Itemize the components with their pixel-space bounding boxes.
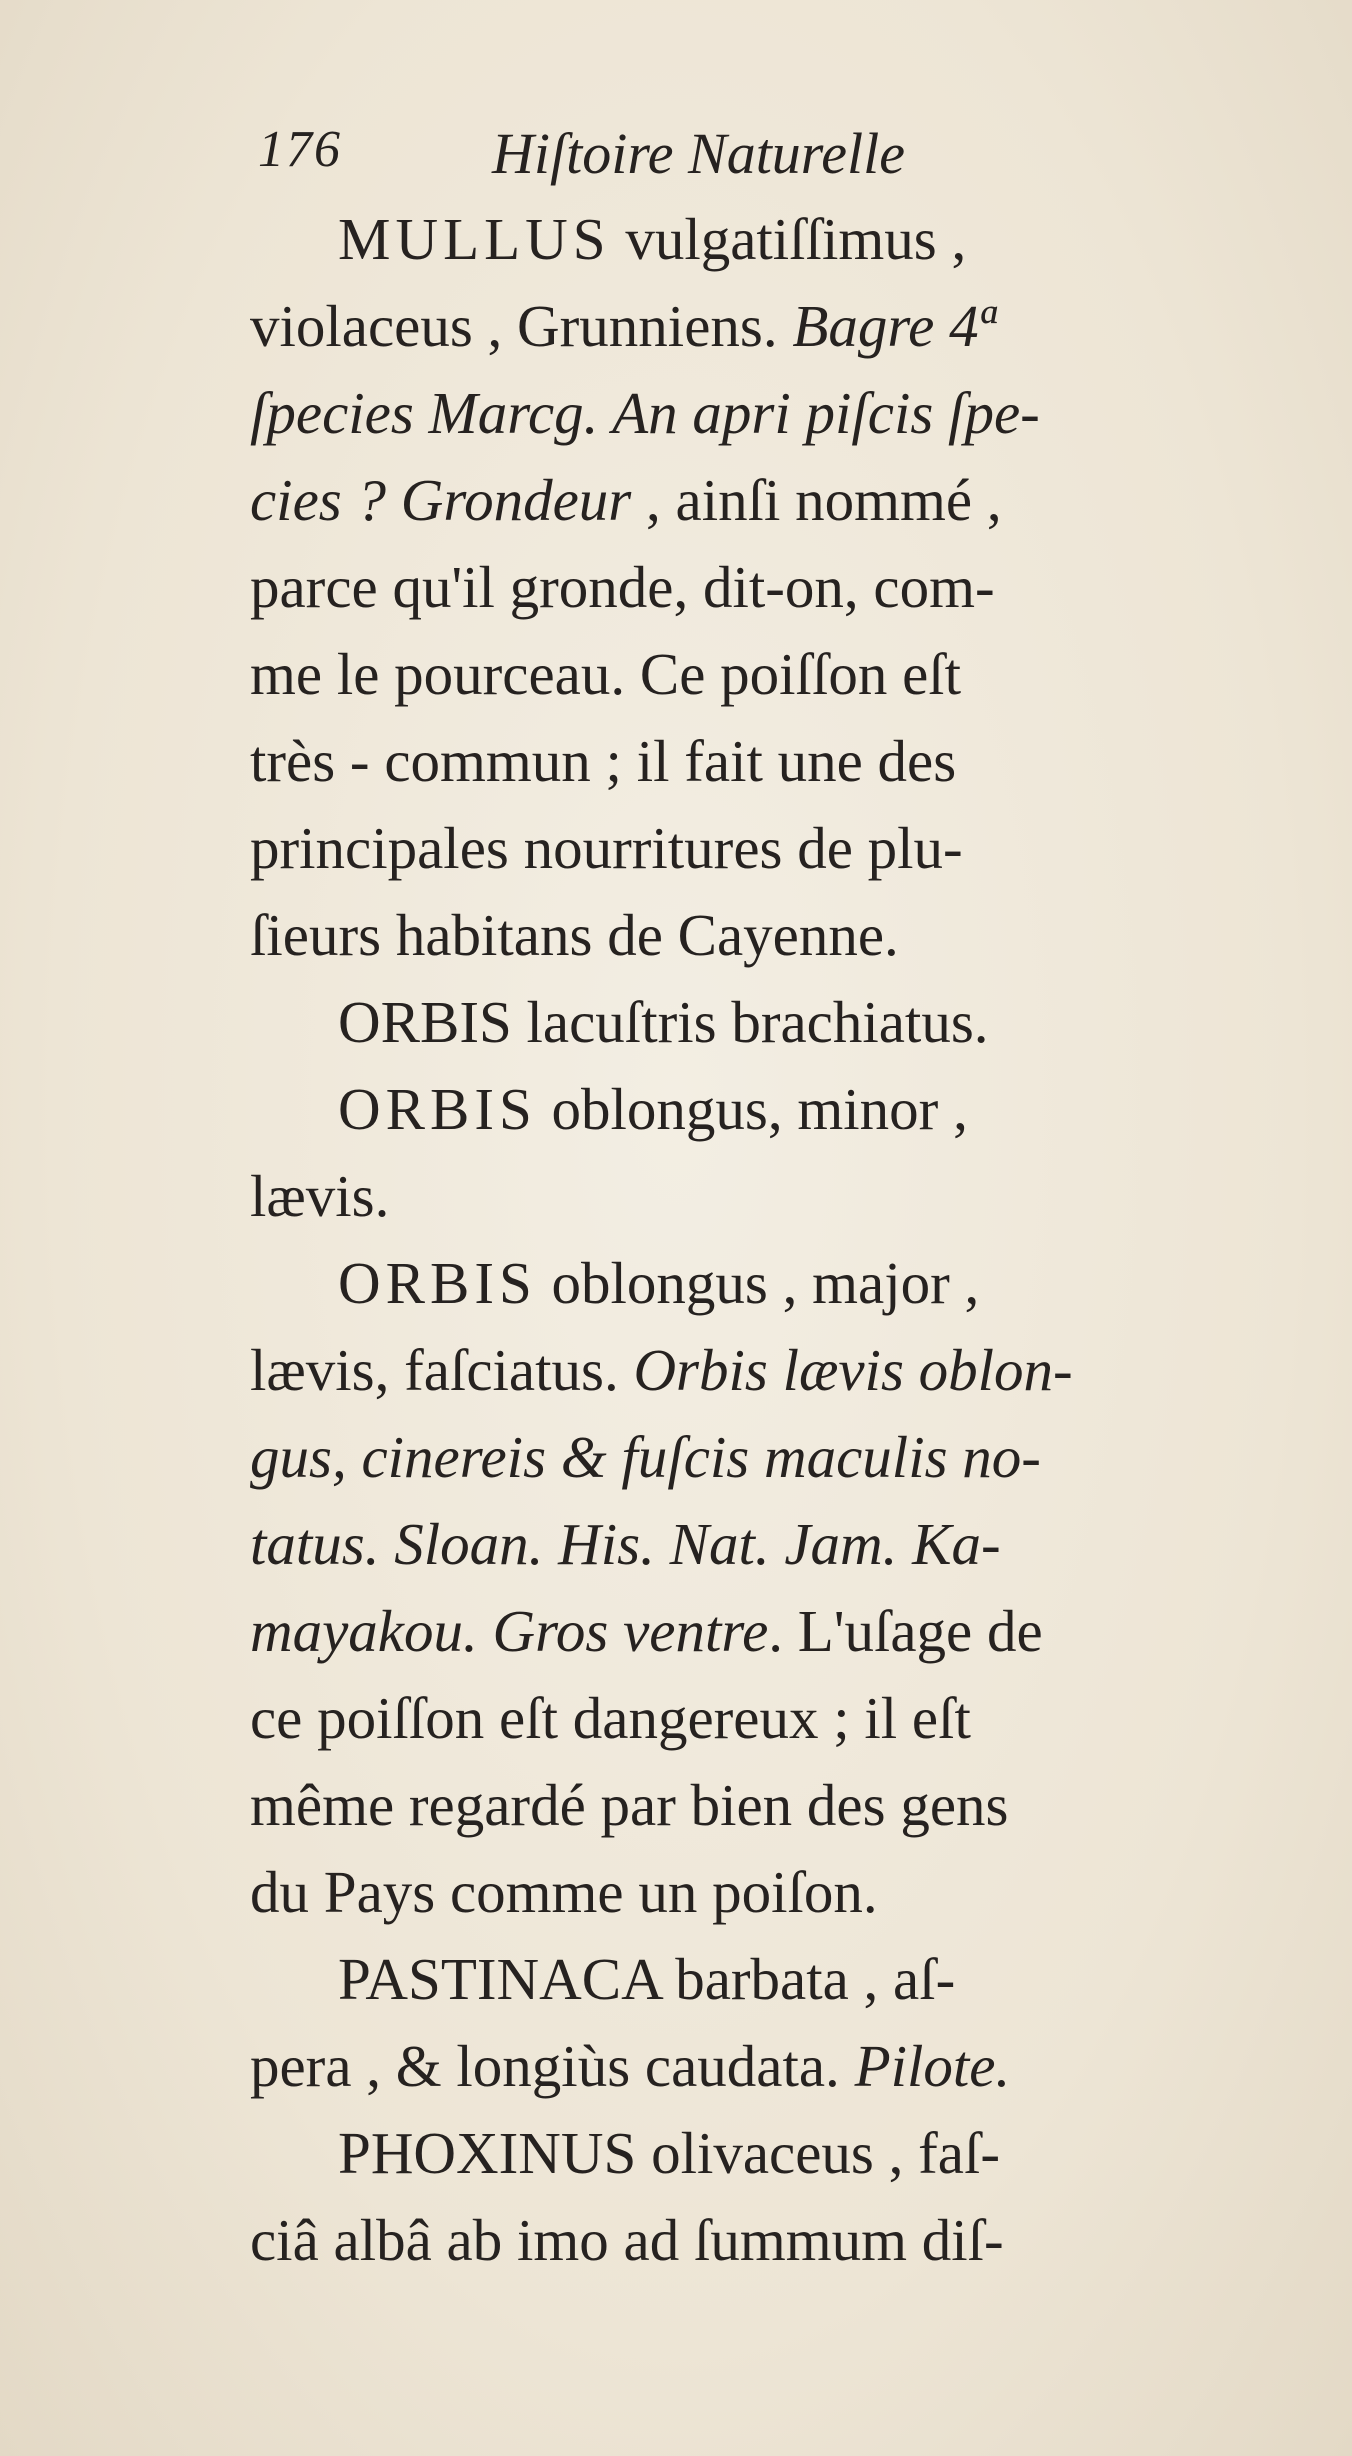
text-span: pera , & longiùs caudata.	[250, 2033, 855, 2099]
text-span: même regardé par bien des gens	[250, 1772, 1009, 1838]
text-span: me le pourceau. Ce poiſſon eſt	[250, 641, 962, 707]
italic-span: ſpecies Marcg. An apri piſcis ſpe-	[250, 380, 1040, 446]
running-title: Hiſtoire Naturelle	[492, 121, 905, 186]
text-line	[250, 1240, 1242, 1327]
text-line	[250, 544, 1242, 631]
text-line	[250, 196, 1242, 283]
text-line	[250, 979, 1242, 1066]
text-span: très - commun ; il fait une des	[250, 728, 957, 794]
italic-span: Pilote.	[854, 2033, 1011, 2099]
text-span: . L'uſage de	[768, 1598, 1043, 1664]
text-span: lævis, faſciatus.	[250, 1337, 634, 1403]
text-line	[250, 2023, 1242, 2110]
italic-span: Bagre 4ª	[792, 293, 995, 359]
italic-span: tatus. Sloan. His. Nat. Jam. Ka-	[250, 1511, 1001, 1577]
page-header	[0, 120, 1352, 200]
text-span: barbata , aſ-	[660, 1946, 956, 2012]
text-line	[250, 1762, 1242, 1849]
text-span: vulgatiſſimus ,	[610, 206, 967, 272]
text-line	[250, 283, 1242, 370]
page-number: 176	[258, 121, 342, 178]
text-line	[250, 631, 1242, 718]
text-line	[250, 1066, 1242, 1153]
entry-name-mullus: MULLUS	[338, 206, 611, 272]
entry-name-pastinaca: PASTINACA	[338, 1946, 661, 2012]
text-line	[250, 1501, 1242, 1588]
italic-span: cies ? Grondeur	[250, 467, 632, 533]
text-span: ſieurs habitans de Cayenne.	[250, 902, 899, 968]
text-span: oblongus, minor ,	[536, 1076, 968, 1142]
text-line	[250, 1327, 1242, 1414]
italic-span: Orbis lævis oblon-	[633, 1337, 1073, 1403]
text-span: olivaceus , faſ-	[636, 2120, 1001, 2186]
text-line	[250, 892, 1242, 979]
text-span: violaceus , Grunniens.	[250, 293, 793, 359]
entry-name-orbis: ORBIS	[338, 1076, 537, 1142]
italic-span: mayakou. Gros ventre	[250, 1598, 769, 1664]
text-span: principales nourritures de plu-	[250, 815, 963, 881]
text-span: lacuſtris brachiatus.	[511, 989, 989, 1055]
text-span: oblongus , major ,	[536, 1250, 980, 1316]
entry-name-orbis: ORBIS	[338, 989, 512, 1055]
text-line	[250, 805, 1242, 892]
body-text	[250, 196, 1242, 2284]
text-line	[250, 457, 1242, 544]
text-line	[250, 2197, 1242, 2284]
text-span: , ainſi nommé ,	[631, 467, 1002, 533]
italic-span: gus, cinereis & fuſcis maculis no-	[250, 1424, 1041, 1490]
entry-name-orbis: ORBIS	[338, 1250, 537, 1316]
text-span: lævis.	[250, 1163, 390, 1229]
text-span: du Pays comme un poiſon.	[250, 1859, 878, 1925]
text-line	[250, 370, 1242, 457]
text-line	[250, 1588, 1242, 1675]
text-span: parce qu'il gronde, dit-on, com-	[250, 554, 995, 620]
text-line	[250, 718, 1242, 805]
text-line	[250, 1414, 1242, 1501]
text-line	[250, 1675, 1242, 1762]
text-line	[250, 1936, 1242, 2023]
entry-name-phoxinus: PHOXINUS	[338, 2120, 637, 2186]
text-line	[250, 1153, 1242, 1240]
text-line	[250, 1849, 1242, 1936]
text-span: ciâ albâ ab imo ad ſummum diſ-	[250, 2207, 1004, 2273]
text-span: ce poiſſon eſt dangereux ; il eſt	[250, 1685, 971, 1751]
text-line	[250, 2110, 1242, 2197]
